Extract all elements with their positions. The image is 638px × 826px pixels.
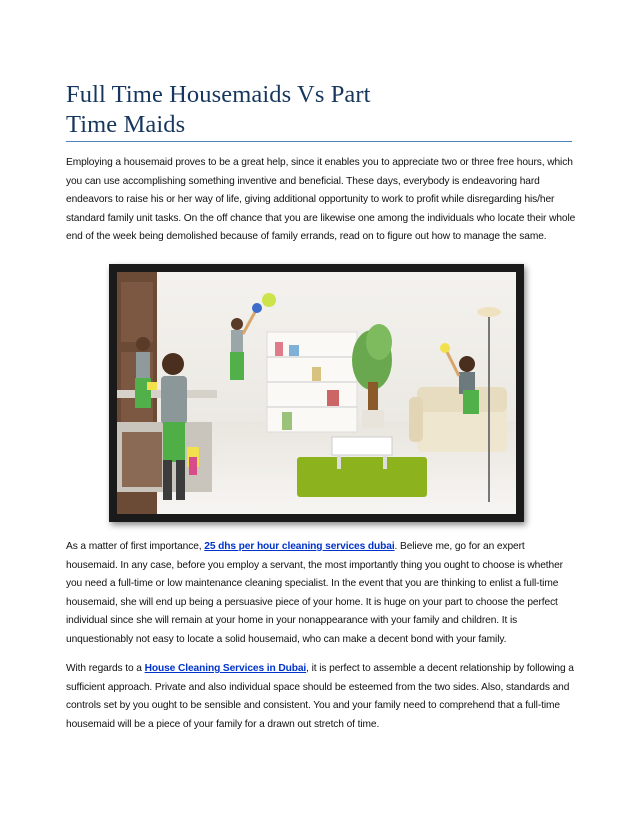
page-title [66, 80, 546, 140]
cleaning-photo-frame [109, 264, 524, 522]
paragraph3-rest: , it is perfect to assemble a decent relationship by following a sufficient approach. Private and also individual space should be esteemed from the two sides. Also, standards and controls set by you ought to be sensible and consistent. You and your family need to comprehend that a full-time housemaid will be a piece of your family for a drawn out stretch of time. [66, 663, 574, 730]
cleaning-services-link[interactable]: 25 dhs per hour cleaning services dubai [204, 541, 395, 552]
title-line-1: Full Time Housemaids Vs Part [66, 81, 371, 108]
relationship-paragraph [66, 660, 576, 734]
house-cleaning-link[interactable]: House Cleaning Services in Dubai [144, 663, 307, 674]
cleaning-photo [117, 272, 516, 514]
paragraph2-rest: . Believe me, go for an expert housemaid. In any case, before you employ a servant, the most importantly thing you ought to choose is whether you need a full-time or low maintenance cleaning specialist. In the event that you are thinking to enlist a full-time housemaid, she will end up being a persuasive piece of your home. It is huge on your part to choose the perfect individual since she will remain at your home in your nonappearance with your family and children. It is unquestionably not easy to locate a solid housemaid, who can make a decent bond with your family. [66, 541, 563, 645]
paragraph3-lead: With regards to a [66, 663, 145, 674]
intro-paragraph: Employing a housemaid proves to be a great help, since it enables you to appreciate two or three free hours, which you can use accomplishing something inventive and beneficial. These days, everybody is endeavoring hard endeavors to raise his or her way of life, giving additional opportunity to work to profit while disregarding his/her standard family unit tasks. On the off chance that you are likewise one among the individuals who locate their whole end of the week being demolished because of family errands, read on to figure out how to manage the same. [66, 157, 576, 242]
title-line-2: Time Maids [66, 111, 186, 138]
paragraph2-lead: As a matter of first importance, [66, 541, 205, 552]
cleaning-illustration [117, 272, 516, 514]
title-underline [66, 141, 572, 142]
first-importance-paragraph [66, 538, 576, 649]
